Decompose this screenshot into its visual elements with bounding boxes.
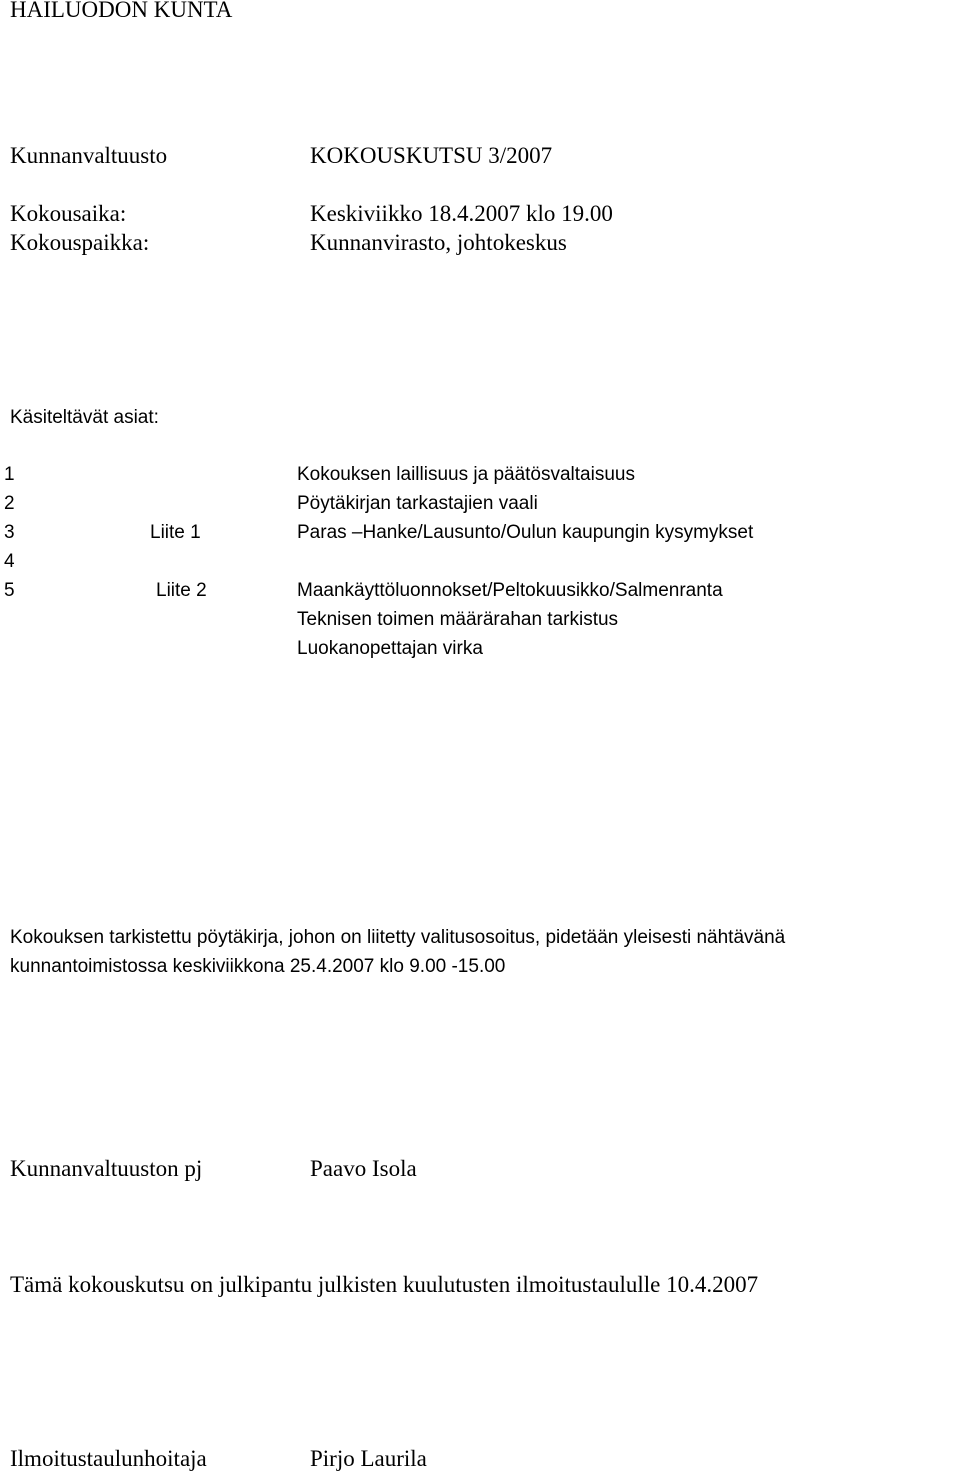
agenda-heading: Käsiteltävät asiat: bbox=[10, 407, 159, 428]
chair-role: Kunnanvaltuuston pj bbox=[10, 1156, 203, 1181]
meeting-place-value: Kunnanvirasto, johtokeskus bbox=[310, 230, 567, 255]
board-keeper-name: Pirjo Laurila bbox=[310, 1446, 427, 1471]
meeting-time-label: Kokousaika: bbox=[10, 201, 127, 226]
chair-name: Paavo Isola bbox=[310, 1156, 417, 1181]
agenda-extra-item: Luokanopettajan virka bbox=[297, 638, 483, 659]
agenda-item-number: 2 bbox=[4, 493, 15, 514]
meeting-place-label: Kokouspaikka: bbox=[10, 230, 150, 255]
agenda-item-number: 3 bbox=[4, 522, 15, 543]
agenda-item-number: 5 bbox=[4, 580, 15, 601]
document-title: KOKOUSKUTSU 3/2007 bbox=[310, 143, 553, 168]
agenda-extra-item: Teknisen toimen määrärahan tarkistus bbox=[297, 609, 619, 630]
agenda-item-title: Paras –Hanke/Lausunto/Oulun kaupungin kysymykset bbox=[297, 522, 754, 543]
meeting-body: Kunnanvaltuusto bbox=[10, 143, 168, 168]
agenda-item-number: 4 bbox=[4, 551, 15, 572]
agenda-item-title: Maankäyttöluonnokset/Peltokuusikko/Salmenranta bbox=[297, 580, 723, 601]
minutes-notice-line: Kokouksen tarkistettu pöytäkirja, johon on liitetty valitusosoitus, pidetään yleisesti nähtävänä bbox=[10, 927, 786, 948]
minutes-notice-line: kunnantoimistossa keskiviikkona 25.4.2007 klo 9.00 -15.00 bbox=[10, 956, 506, 977]
organization-name: HAILUODON KUNTA bbox=[10, 0, 233, 22]
agenda-item-attachment: Liite 1 bbox=[150, 522, 201, 543]
posted-notice: Tämä kokouskutsu on julkipantu julkisten kuulutusten ilmoitustaululle 10.4.2007 bbox=[10, 1272, 759, 1297]
agenda-item-title: Kokouksen laillisuus ja päätösvaltaisuus bbox=[297, 464, 635, 485]
agenda-item-attachment: Liite 2 bbox=[156, 580, 207, 601]
board-keeper-role: Ilmoitustaulunhoitaja bbox=[10, 1446, 207, 1471]
meeting-time-value: Keskiviikko 18.4.2007 klo 19.00 bbox=[310, 201, 613, 226]
agenda-item-number: 1 bbox=[4, 464, 15, 485]
agenda-item-title: Pöytäkirjan tarkastajien vaali bbox=[297, 493, 538, 514]
